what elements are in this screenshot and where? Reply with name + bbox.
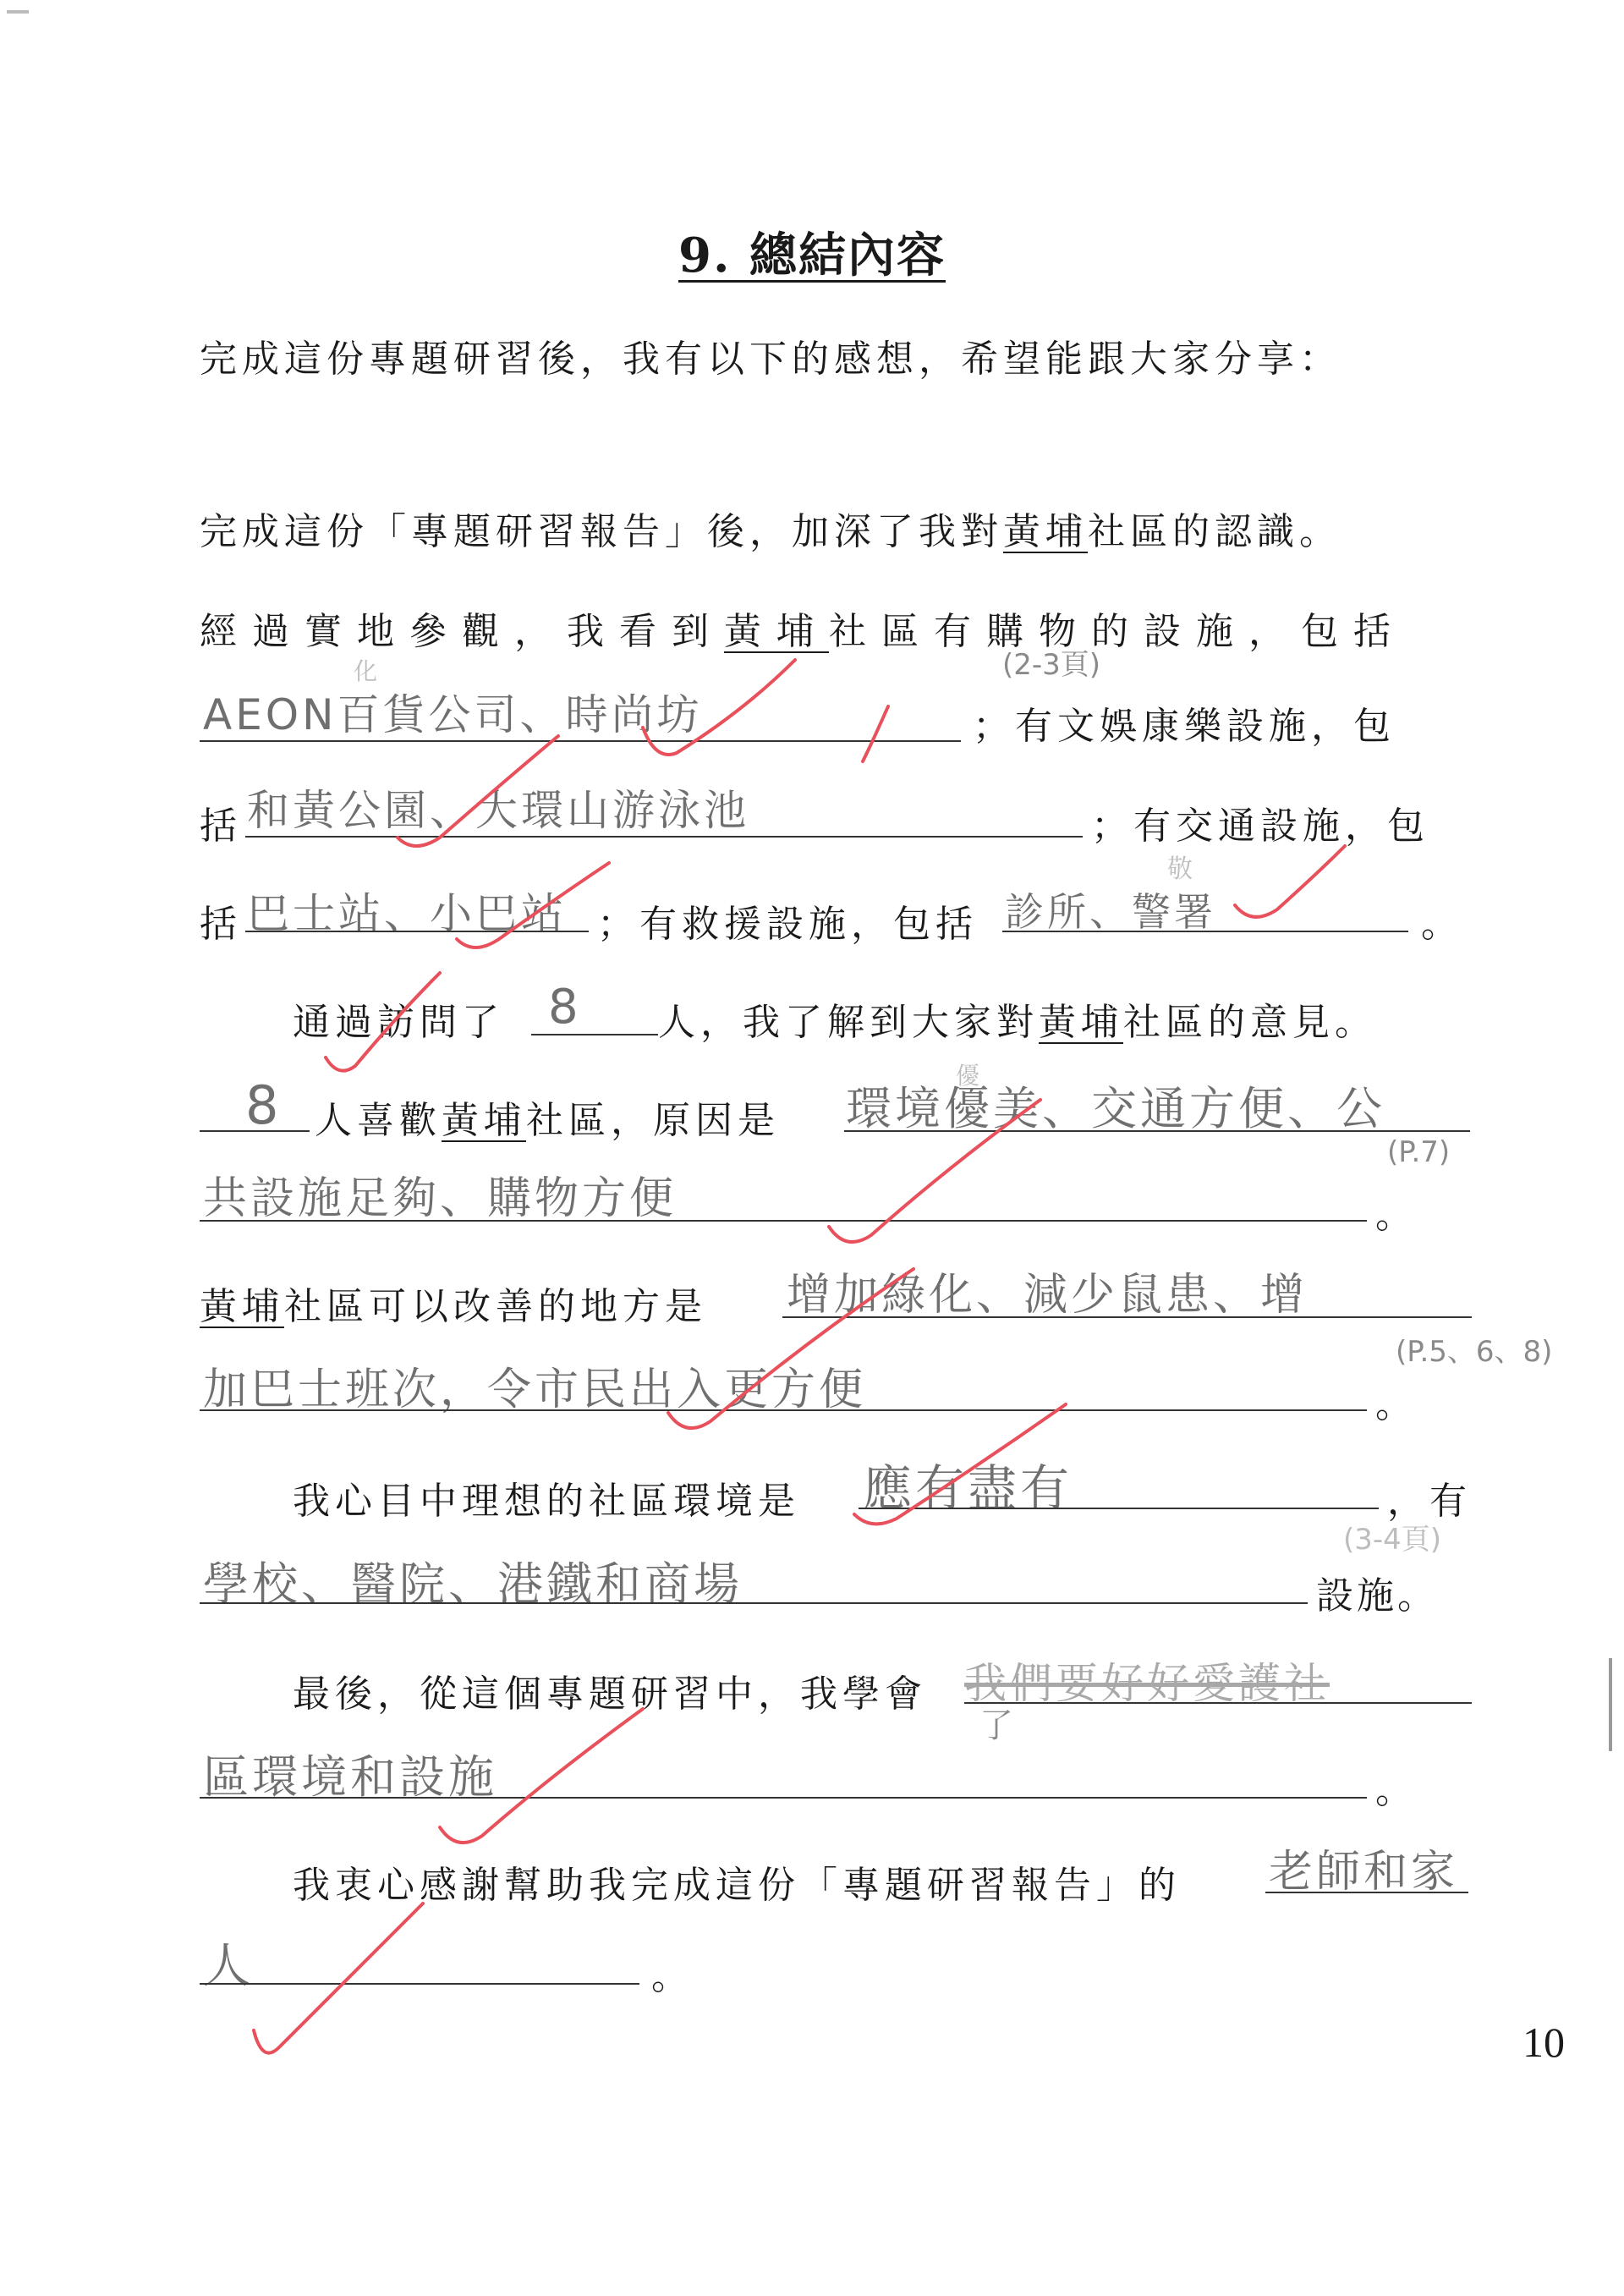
visit-count: 8 <box>548 980 582 1035</box>
p1-line-a: 完成這份「專題研習報告」後，加深了我對黃埔社區的認識。 <box>200 510 1341 553</box>
community-name: 黃埔 <box>724 610 829 653</box>
shopping-answer: AEON百貨公司、時尚坊 <box>203 690 703 739</box>
improve-line1: 增加綠化、減少鼠患、增 <box>787 1270 1309 1321</box>
answer-line <box>782 1316 1472 1318</box>
transport-answer: 巴士站、小巴站 <box>247 889 567 938</box>
leisure-answer: 和黃公園、大環山游泳池 <box>247 786 749 835</box>
like-count: 8 <box>245 1074 283 1136</box>
like-rest: 人喜歡黃埔社區，原因是 <box>315 1099 780 1142</box>
period: 。 <box>1421 903 1463 946</box>
transport-prefix: 括 <box>200 903 242 946</box>
answer-line <box>245 931 589 932</box>
intro-text: 完成這份專題研習後，我有以下的感想，希望能跟大家分享： <box>200 338 1341 381</box>
reason-char-insert: 優 <box>956 1062 980 1090</box>
visit-pre: 通過訪問了 <box>293 1001 504 1044</box>
answer-line <box>200 1797 1367 1799</box>
reason-line2: 共設施足夠、購物方便 <box>203 1173 678 1224</box>
community-name: 黃埔 <box>200 1285 284 1328</box>
answer-line <box>844 1130 1470 1132</box>
thanks-pre: 我衷心感謝幫助我完成這份「專題研習報告」的 <box>293 1864 1181 1907</box>
rescue-answer: 診所、警署 <box>1005 889 1216 935</box>
period: 。 <box>1375 1383 1418 1426</box>
answer-line <box>245 836 1083 838</box>
shopping-ref: (2-3頁) <box>1002 648 1101 682</box>
improve-label-row: 黃埔社區可以改善的地方是 <box>200 1285 707 1328</box>
page-number: 10 <box>1522 2019 1565 2066</box>
leisure-label: ；有文娛康樂設施，包 <box>973 705 1396 748</box>
answer-line <box>964 1702 1472 1704</box>
ideal-ref: (3-4頁) <box>1343 1523 1442 1557</box>
reason-line1: 環境優美、交通方便、公 <box>846 1082 1385 1135</box>
answer-line <box>200 1983 639 1985</box>
ideal-answer: 應有盡有 <box>863 1459 1073 1517</box>
scan-corner-mark <box>7 10 29 14</box>
period: 。 <box>651 1955 694 1998</box>
rescue-label: ；有救援設施，包括 <box>597 903 978 946</box>
learn-answer1: 我們要好好愛護社 <box>964 1659 1330 1708</box>
answer-line <box>200 1409 1367 1411</box>
scan-edge-mark <box>1609 1658 1612 1751</box>
learn-insert: 了 <box>979 1706 1013 1745</box>
transport-label: ；有交通設施，包 <box>1091 805 1429 848</box>
answer-line <box>200 1602 1308 1604</box>
ideal-line2: 學校、醫院、港鐵和商場 <box>203 1557 743 1611</box>
improve-line2: 加巴士班次，令市民出入更方便 <box>203 1365 867 1415</box>
check-mark <box>863 706 888 761</box>
leisure-prefix: 括 <box>200 805 242 848</box>
answer-line <box>1265 1892 1468 1893</box>
answer-line <box>859 1508 1379 1509</box>
thanks-answer2: 人 <box>203 1939 254 1994</box>
improve-ref: (P.5、6、8) <box>1396 1335 1553 1369</box>
answer-line <box>1002 931 1408 932</box>
answer-line <box>200 740 961 742</box>
reason-ref: (P.7) <box>1387 1135 1451 1169</box>
learn-pre: 最後，從這個專題研習中，我學會 <box>293 1673 927 1716</box>
shopping-char-insert: 化 <box>354 657 378 685</box>
ideal-post: ，有 <box>1387 1480 1472 1523</box>
rescue-char-insert: 敬 <box>1167 854 1193 884</box>
community-name: 黃埔 <box>1003 510 1088 553</box>
page-title: 9. 總結內容 <box>678 228 946 283</box>
answer-line <box>200 1130 310 1132</box>
p1-line-b: 經過實地參觀，我看到黃埔社區有購物的設施，包括 <box>200 610 1406 653</box>
ideal-end: 設施。 <box>1316 1574 1438 1618</box>
answer-line <box>200 1220 1367 1222</box>
check-mark <box>254 1903 423 2053</box>
learn-answer2: 區環境和設施 <box>203 1750 497 1804</box>
period: 。 <box>1375 1194 1418 1237</box>
period: 。 <box>1375 1769 1418 1812</box>
visit-rest: 人，我了解到大家對黃埔社區的意見。 <box>658 1001 1377 1044</box>
ideal-pre: 我心目中理想的社區環境是 <box>293 1480 800 1523</box>
check-mark <box>1235 846 1345 917</box>
community-name: 黃埔 <box>442 1099 526 1142</box>
community-name: 黃埔 <box>1039 1001 1123 1044</box>
thanks-answer1: 老師和家 <box>1269 1847 1459 1898</box>
answer-line <box>531 1034 658 1035</box>
